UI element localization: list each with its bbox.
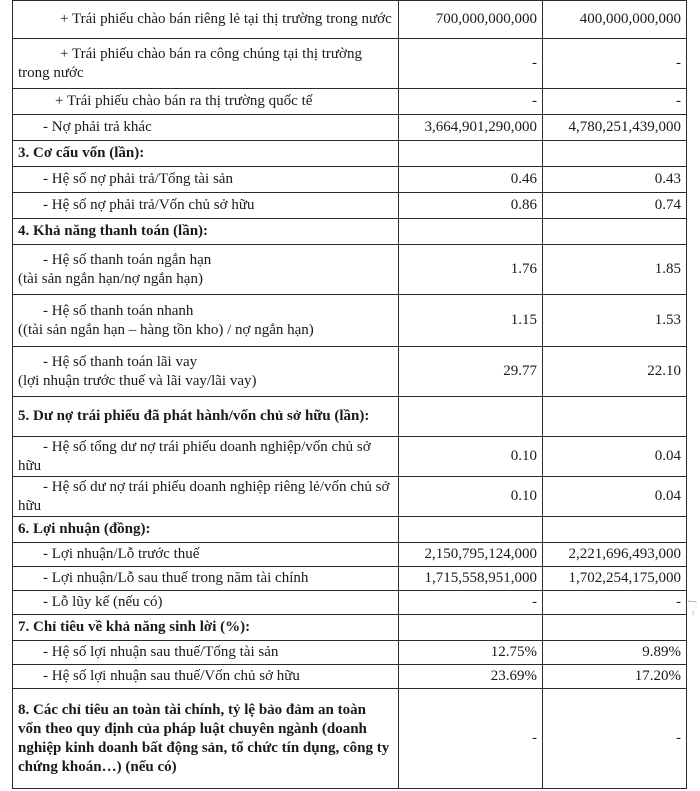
row-value-current: 0.86 xyxy=(399,193,543,219)
row-value-previous: 2,221,696,493,000 xyxy=(543,543,687,567)
table-row xyxy=(13,347,687,397)
row-label: - Hệ số nợ phải trả/Vốn chủ sở hữu xyxy=(13,193,399,219)
row-label-line1: - Hệ số thanh toán ngắn hạn xyxy=(43,251,212,268)
row-label: - Hệ số tổng dư nợ trái phiếu doanh nghiệp/vốn chủ sở hữu xyxy=(13,437,399,477)
row-value-previous: 0.43 xyxy=(543,167,687,193)
row-value-current: 12.75% xyxy=(399,641,543,665)
row-value-previous: 1,702,254,175,000 xyxy=(543,567,687,591)
row-value-previous: - xyxy=(543,689,687,789)
row-label: - Lỗ lũy kế (nếu có) xyxy=(13,591,399,615)
row-label: + Trái phiếu chào bán ra thị trường quốc tế xyxy=(13,89,399,115)
row-value-previous: 9.89% xyxy=(543,641,687,665)
row-label-line2: (tài sản ngắn hạn/nợ ngắn hạn) xyxy=(18,270,203,287)
row-value-previous: 4,780,251,439,000 xyxy=(543,115,687,141)
row-label: - Hệ số dư nợ trái phiếu doanh nghiệp riêng lẻ/vốn chủ sở hữu xyxy=(13,477,399,517)
row-label xyxy=(13,245,399,295)
table-row xyxy=(13,39,687,89)
row-value-previous: 1.53 xyxy=(543,295,687,347)
row-label: - Hệ số lợi nhuận sau thuế/Tổng tài sản xyxy=(13,641,399,665)
row-label: - Hệ số lợi nhuận sau thuế/Vốn chủ sở hữu xyxy=(13,665,399,689)
table-row xyxy=(13,193,687,219)
row-label: + Trái phiếu chào bán riêng lẻ tại thị trường trong nước xyxy=(13,1,399,39)
row-label-line2: (lợi nhuận trước thuế và lãi vay/lãi vay) xyxy=(18,372,257,389)
row-value-current: - xyxy=(399,89,543,115)
row-value-current: 29.77 xyxy=(399,347,543,397)
section-header-row xyxy=(13,689,687,789)
row-value-previous: 1.85 xyxy=(543,245,687,295)
row-value-current: 0.10 xyxy=(399,477,543,517)
row-label-line1: - Hệ số thanh toán lãi vay xyxy=(43,353,198,370)
table-row xyxy=(13,641,687,665)
row-value-previous: 400,000,000,000 xyxy=(543,1,687,39)
row-label-line2: ((tài sản ngắn hạn – hàng tồn kho) / nợ ngắn hạn) xyxy=(18,321,314,338)
financial-indicators-table xyxy=(12,0,687,789)
table-row xyxy=(13,477,687,517)
row-label: + Trái phiếu chào bán ra công chúng tại thị trường trong nước xyxy=(13,39,399,89)
row-value-current: - xyxy=(399,689,543,789)
row-value-previous: 0.04 xyxy=(543,477,687,517)
row-label xyxy=(13,347,399,397)
section-header-row xyxy=(13,517,687,543)
table-row xyxy=(13,295,687,347)
margin-handwritten-mark: ʃ ˙ ~ xyxy=(688,600,698,616)
row-value-current: 3,664,901,290,000 xyxy=(399,115,543,141)
section-header-row xyxy=(13,141,687,167)
row-value-current: - xyxy=(399,39,543,89)
row-value-current: 2,150,795,124,000 xyxy=(399,543,543,567)
row-value-current: 1,715,558,951,000 xyxy=(399,567,543,591)
row-value-current: 700,000,000,000 xyxy=(399,1,543,39)
table-row xyxy=(13,245,687,295)
section-title: 5. Dư nợ trái phiếu đã phát hành/vốn chủ sở hữu (lần): xyxy=(13,397,399,437)
section-title: 7. Chỉ tiêu về khả năng sinh lời (%): xyxy=(13,615,399,641)
section-header-row xyxy=(13,615,687,641)
row-value-previous: 17.20% xyxy=(543,665,687,689)
table-row xyxy=(13,591,687,615)
table-row xyxy=(13,567,687,591)
row-value-previous: - xyxy=(543,591,687,615)
row-value-previous: 0.04 xyxy=(543,437,687,477)
section-title: 3. Cơ cấu vốn (lần): xyxy=(13,141,399,167)
section-header-row xyxy=(13,397,687,437)
table-row xyxy=(13,89,687,115)
row-label: - Lợi nhuận/Lỗ trước thuế xyxy=(13,543,399,567)
section-title: 6. Lợi nhuận (đồng): xyxy=(13,517,399,543)
row-value-previous: 22.10 xyxy=(543,347,687,397)
row-value-previous: - xyxy=(543,89,687,115)
row-value-current: - xyxy=(399,591,543,615)
row-value-previous: - xyxy=(543,39,687,89)
table-row xyxy=(13,665,687,689)
row-value-current: 0.10 xyxy=(399,437,543,477)
table-row xyxy=(13,167,687,193)
section-title: 8. Các chỉ tiêu an toàn tài chính, tỷ lệ bảo đảm an toàn vốn theo quy định của pháp luật chuyên ngành (doanh nghiệp kinh doanh bất động sản, tổ chức tín dụng, công ty chứng khoán…) (nếu có) xyxy=(13,689,399,789)
row-value-previous: 0.74 xyxy=(543,193,687,219)
section-header-row xyxy=(13,219,687,245)
row-value-current: 0.46 xyxy=(399,167,543,193)
table-row xyxy=(13,1,687,39)
table-row xyxy=(13,115,687,141)
row-label xyxy=(13,295,399,347)
row-label: - Nợ phải trả khác xyxy=(13,115,399,141)
row-value-current: 1.15 xyxy=(399,295,543,347)
row-label: - Lợi nhuận/Lỗ sau thuế trong năm tài chính xyxy=(13,567,399,591)
row-label: - Hệ số nợ phải trả/Tổng tài sản xyxy=(13,167,399,193)
row-label-line1: - Hệ số thanh toán nhanh xyxy=(43,302,194,319)
section-title: 4. Khả năng thanh toán (lần): xyxy=(13,219,399,245)
row-value-current: 1.76 xyxy=(399,245,543,295)
table-row xyxy=(13,437,687,477)
row-value-current: 23.69% xyxy=(399,665,543,689)
table-row xyxy=(13,543,687,567)
